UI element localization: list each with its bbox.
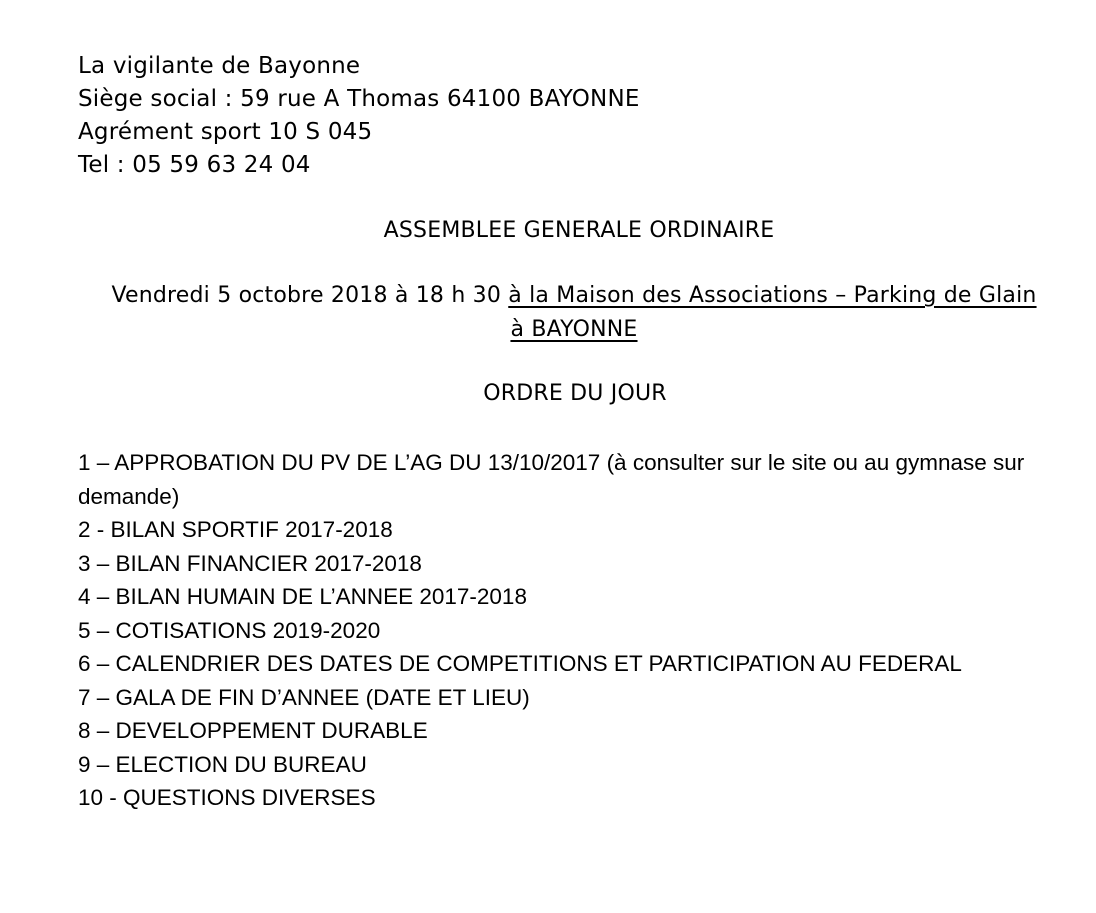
agenda-item-2: 2 - BILAN SPORTIF 2017-2018 <box>78 517 393 542</box>
organization-name: La vigilante de Bayonne <box>78 53 361 79</box>
agenda-item-6: 6 – CALENDRIER DES DATES DE COMPETITIONS ET PARTICIPATION AU FEDERAL <box>78 651 962 676</box>
agenda-item-8: 8 – DEVELOPPEMENT DURABLE <box>78 718 428 743</box>
agenda-item-5: 5 – COTISATIONS 2019-2020 <box>78 617 381 643</box>
meeting-city: à BAYONNE <box>510 317 638 342</box>
agenda-item-1: 1 – APPROBATION DU PV DE L’AG DU 13/10/2017 (à consulter sur le site ou au gymnase sur demande) <box>78 450 1025 509</box>
meeting-city-line <box>80 313 1068 347</box>
meeting-title: ASSEMBLEE GENERALE ORDINAIRE <box>383 218 775 243</box>
agenda-item-4: 4 – BILAN HUMAIN DE L’ANNEE 2017-2018 <box>78 584 527 609</box>
organization-header <box>78 50 978 182</box>
meeting-details <box>80 279 1068 347</box>
agenda-item-10: 10 - QUESTIONS DIVERSES <box>78 785 376 810</box>
meeting-datetime-line <box>80 279 1068 313</box>
agenda-item-3: 3 – BILAN FINANCIER 2017-2018 <box>78 550 422 576</box>
meeting-venue: à la Maison des Associations – Parking de Glain <box>508 283 1037 308</box>
agenda-title: ORDRE DU JOUR <box>483 381 667 406</box>
agenda-item-7: 7 – GALA DE FIN D’ANNEE (DATE ET LIEU) <box>78 684 530 710</box>
organization-phone: Tel : 05 59 63 24 04 <box>78 152 311 178</box>
meeting-datetime: Vendredi 5 octobre 2018 à 18 h 30 <box>111 283 509 308</box>
agenda-item-9: 9 – ELECTION DU BUREAU <box>78 751 367 777</box>
agenda-list <box>78 446 1078 815</box>
organization-accreditation: Agrément sport 10 S 045 <box>78 119 373 145</box>
organization-address: Siège social : 59 rue A Thomas 64100 BAYONNE <box>78 86 640 112</box>
